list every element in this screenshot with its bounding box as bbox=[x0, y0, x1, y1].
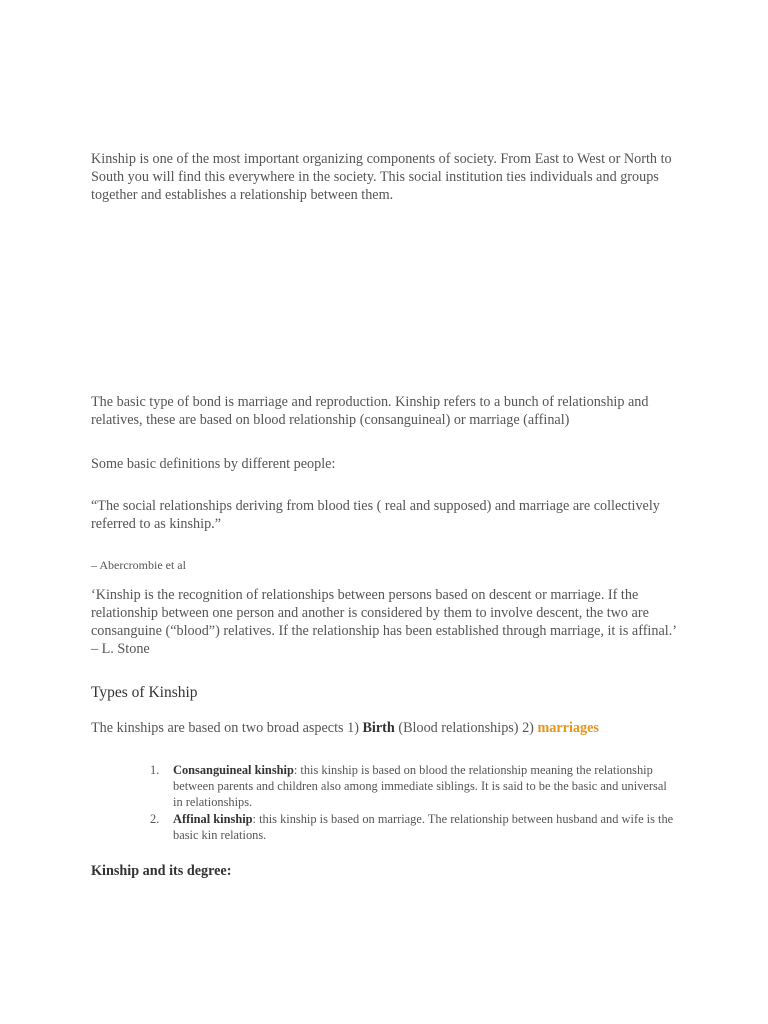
list-item-description: : this kinship is based on blood the relationship meaning the relationship between parents and children also among immediate siblings. It is said to be the basic and universal in relationships. bbox=[173, 763, 667, 809]
types-heading: Types of Kinship bbox=[91, 684, 198, 701]
list-item-description: : this kinship is based on marriage. The relationship between husband and wife is the basic kin relations. bbox=[173, 812, 674, 842]
quote-stone: ‘Kinship is the recognition of relationships between persons based on descent or marriage. If the relationship between one person and another is considered by them to involve descent, the two are consanguine (“blood”) relatives. If the relationship has been established through marriage, it is affinal.’ – L. Stone bbox=[91, 587, 676, 657]
quote-attribution: – Abercrombie et al bbox=[91, 558, 186, 572]
list-item-number: 1. bbox=[150, 763, 160, 777]
definitions-intro: Some basic definitions by different people: bbox=[91, 456, 336, 472]
aspects-middle: (Blood relationships) 2) bbox=[394, 720, 538, 736]
aspects-prefix: The kinships are based on two broad aspects 1) bbox=[91, 720, 363, 736]
aspects-birth: Birth bbox=[362, 720, 395, 736]
list-item-term: Affinal kinship bbox=[173, 812, 253, 826]
list-item-term: Consanguineal kinship bbox=[173, 763, 294, 777]
list-item bbox=[150, 811, 675, 843]
degree-heading: Kinship and its degree: bbox=[91, 863, 232, 879]
bond-paragraph: The basic type of bond is marriage and reproduction. Kinship refers to a bunch of relationship and relatives, these are based on blood relationship (consanguineal) or marriage (affinal) bbox=[91, 394, 649, 428]
aspects-marriages: marriages bbox=[537, 720, 599, 736]
list-item bbox=[150, 762, 675, 810]
aspects-paragraph bbox=[91, 719, 681, 737]
intro-paragraph: Kinship is one of the most important organizing components of society. From East to West or North to South you will find this everywhere in the society. This social institution ties individuals and groups together and establishes a relationship between them. bbox=[91, 151, 672, 203]
kinship-types-list bbox=[150, 762, 675, 844]
quote-abercrombie: “The social relationships deriving from blood ties ( real and supposed) and marriage are collectively referred to as kinship.” bbox=[91, 498, 660, 532]
list-item-number: 2. bbox=[150, 812, 160, 826]
